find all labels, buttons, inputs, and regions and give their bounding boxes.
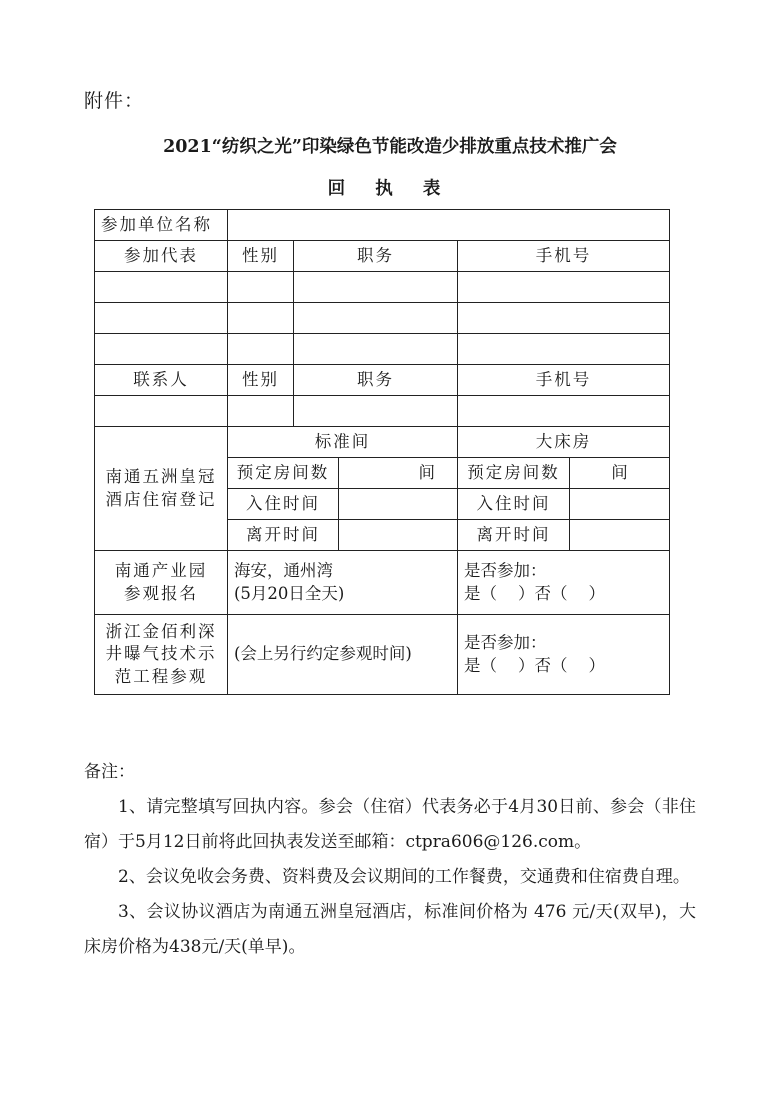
note-item-3: 3、会议协议酒店为南通五洲皇冠酒店，标准间价格为 476 元/天(双早)，大床房价格为438元/天(单早)。 — [84, 902, 696, 957]
rep-gender-header: 性别 — [228, 241, 294, 272]
form-subtitle: 回 执 表 — [327, 179, 453, 199]
rep-phone-header: 手机号 — [458, 241, 670, 272]
rep-phone-field[interactable] — [458, 272, 670, 303]
park-label-line-1: 南通产业园 — [114, 561, 208, 581]
zj-label-line-3: 范工程参观 — [114, 666, 208, 686]
attend-question: 是否参加： — [464, 561, 547, 581]
rep-row-3 — [95, 334, 670, 365]
rep-position-field[interactable] — [294, 334, 458, 365]
park-location — [228, 551, 458, 615]
rep-row-2 — [95, 303, 670, 334]
notes-heading: 备注： — [84, 762, 135, 782]
zj-visit-note: (会上另行约定参观时间) — [228, 615, 458, 695]
rep-phone-field[interactable] — [458, 334, 670, 365]
standard-checkin-field[interactable] — [339, 489, 458, 520]
rep-label: 参加代表 — [95, 241, 228, 272]
unit-field[interactable] — [228, 210, 670, 241]
rep-position-field[interactable] — [294, 303, 458, 334]
room-unit-label: 间 — [418, 462, 435, 482]
rep-name-field[interactable] — [95, 272, 228, 303]
attend-options[interactable]: 是（ ）否（ ） — [464, 655, 605, 675]
standard-rooms-count-label: 预定房间数 — [228, 458, 339, 489]
contact-row — [95, 396, 670, 427]
contact-name-field[interactable] — [95, 396, 228, 427]
zj-attend-choice[interactable] — [458, 615, 670, 695]
contact-gender-field[interactable] — [228, 396, 294, 427]
hotel-label — [95, 427, 228, 551]
king-rooms-count-label: 预定房间数 — [458, 458, 570, 489]
room-unit-label: 间 — [611, 462, 628, 482]
zj-label-line-2: 井曝气技术示 — [105, 644, 217, 664]
king-checkout-label: 离开时间 — [458, 520, 570, 551]
rep-gender-field[interactable] — [228, 272, 294, 303]
park-attend-choice[interactable] — [458, 551, 670, 615]
row-rep-header — [95, 241, 670, 272]
standard-checkout-field[interactable] — [339, 520, 458, 551]
attachment-label: 附件： — [84, 90, 145, 112]
park-location-line-2: (5月20日全天) — [234, 583, 345, 603]
park-visit-label — [95, 551, 228, 615]
park-label-line-2: 参观报名 — [124, 583, 198, 603]
king-checkout-field[interactable] — [570, 520, 670, 551]
notes-section — [84, 755, 696, 965]
contact-gender-header: 性别 — [228, 365, 294, 396]
row-hotel-types — [95, 427, 670, 458]
hotel-label-line-1: 南通五洲皇冠 — [105, 467, 217, 487]
contact-position-field[interactable] — [294, 396, 458, 427]
zj-visit-label — [95, 615, 228, 695]
contact-phone-header: 手机号 — [458, 365, 670, 396]
rep-row-1 — [95, 272, 670, 303]
king-rooms-count-field[interactable] — [570, 458, 670, 489]
rep-name-field[interactable] — [95, 303, 228, 334]
park-location-line-1: 海安，通州湾 — [234, 561, 333, 581]
unit-label: 参加单位名称 — [95, 210, 228, 241]
king-checkin-label: 入住时间 — [458, 489, 570, 520]
note-item-2: 2、会议免收会务费、资料费及会议期间的工作餐费，交通费和住宿费自理。 — [118, 867, 690, 887]
contact-label: 联系人 — [95, 365, 228, 396]
contact-phone-field[interactable] — [458, 396, 670, 427]
rep-phone-field[interactable] — [458, 303, 670, 334]
rep-gender-field[interactable] — [228, 303, 294, 334]
king-checkin-field[interactable] — [570, 489, 670, 520]
row-zj-visit — [95, 615, 670, 695]
standard-checkout-label: 离开时间 — [228, 520, 339, 551]
rep-gender-field[interactable] — [228, 334, 294, 365]
zj-label-line-1: 浙江金佰利深 — [105, 622, 217, 642]
rep-position-header: 职务 — [294, 241, 458, 272]
hotel-label-line-2: 酒店住宿登记 — [105, 489, 217, 509]
king-room-header: 大床房 — [458, 427, 670, 458]
receipt-form-table — [94, 209, 670, 695]
standard-room-header: 标准间 — [228, 427, 458, 458]
standard-rooms-count-field[interactable] — [339, 458, 458, 489]
contact-position-header: 职务 — [294, 365, 458, 396]
note-item-1: 1、请完整填写回执内容。参会（住宿）代表务必于4月30日前、参会（非住宿）于5月12日前将此回执表发送至邮箱：ctpra606@126.com。 — [84, 797, 696, 852]
rep-name-field[interactable] — [95, 334, 228, 365]
document-title: 2021“纺织之光”印染绿色节能改造少排放重点技术推广会 — [163, 137, 617, 157]
attend-question: 是否参加： — [464, 633, 547, 653]
row-park-visit — [95, 551, 670, 615]
attend-options[interactable]: 是（ ）否（ ） — [464, 583, 605, 603]
rep-position-field[interactable] — [294, 272, 458, 303]
row-contact-header — [95, 365, 670, 396]
row-unit — [95, 210, 670, 241]
standard-checkin-label: 入住时间 — [228, 489, 339, 520]
